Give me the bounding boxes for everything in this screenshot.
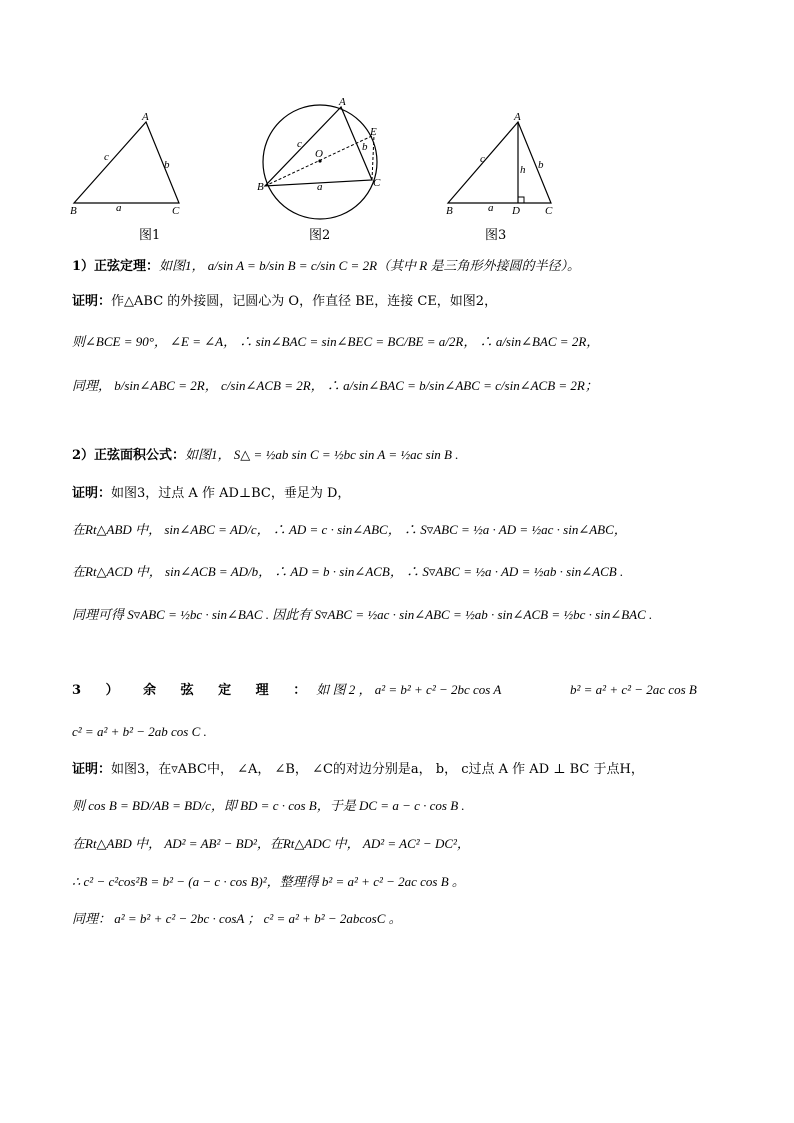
- section-3-heading: 3 ） 余 弦 定 理 ：: [72, 683, 317, 698]
- section-3-statement-line: [72, 681, 501, 700]
- section-1-statement-line: [72, 257, 580, 276]
- section-3-statement-a: 如 图 2 ， a² = b² + c² − 2bc cos A: [316, 682, 502, 697]
- fig2-label-B: B: [257, 181, 264, 193]
- section-2-statement-line: [72, 446, 459, 465]
- section-3-proof-1: [72, 761, 644, 779]
- fig2-label-C: C: [373, 177, 381, 189]
- section-2-proof-1-text: 如图3，过点 A 作 AD⊥BC，垂足为 D，: [111, 486, 351, 501]
- figure-2-circumcircle: [255, 95, 395, 225]
- fig2-label-A: A: [339, 96, 346, 108]
- section-2-proof-label: 证明：: [72, 486, 112, 501]
- section-3-proof-5: 同理： a² = b² + c² − 2bc · cosA ； c² = a² + b² − 2abcosC 。: [72, 911, 402, 926]
- fig1-label-c: c: [104, 151, 109, 163]
- section-2-statement: 如图1， S△ = ½ab sin C = ½bc sin A = ½ac sin B .: [185, 447, 459, 462]
- fig1-label-a: a: [116, 202, 122, 214]
- fig3-label-C: C: [545, 205, 553, 217]
- fig2-label-E: E: [370, 126, 377, 138]
- section-3-proof-4: ∴ c² − c²cos²B = b² − (a − c · cos B)²，整理得 b² = a² + c² − 2ac cos B 。: [72, 874, 465, 889]
- section-3-statement-b: b² = a² + c² − 2ac cos B: [570, 682, 697, 697]
- fig2-label-b: b: [362, 141, 368, 153]
- fig3-label-b: b: [538, 159, 544, 171]
- section-2-proof-2: 在Rt△ABD 中， sin∠ABC = AD/c， ∴ AD = c · sin∠ABC， ∴ S▿ABC = ½a · AD = ½ac · sin∠ABC，: [72, 522, 627, 537]
- fig3-label-a: a: [488, 202, 494, 214]
- section-1-proof-1-text: 作△ABC 的外接圆，记圆心为 O，作直径 BE，连接 CE，如图2，: [111, 294, 498, 309]
- section-3-statement-c: c² = a² + b² − 2ab cos C .: [72, 724, 207, 739]
- section-3-proof-3: 在Rt△ABD 中， AD² = AB² − BD²，在Rt△ADC 中， AD² = AC² − DC²，: [72, 836, 470, 851]
- section-1-statement: 如图1， a/sin A = b/sin B = c/sin C = 2R（其中 R 是三角形外接圆的半径）。: [159, 258, 580, 273]
- fig3-label-c: c: [480, 153, 485, 165]
- fig2-label-c: c: [297, 138, 302, 150]
- section-1-heading: 1）正弦定理：: [72, 259, 160, 274]
- fig1-label-A: A: [142, 111, 149, 123]
- fig3-label-h: h: [520, 164, 526, 176]
- figure-1-triangle: [66, 110, 191, 220]
- fig2-label-O: O: [315, 148, 323, 160]
- fig3-label-A: A: [514, 111, 521, 123]
- section-1-proof-3: 同理， b/sin∠ABC = 2R， c/sin∠ACB = 2R， ∴ a/sin∠BAC = b/sin∠ABC = c/sin∠ACB = 2R；: [72, 378, 598, 393]
- figure-3-caption: 图3: [485, 228, 507, 243]
- section-2-proof-3: 在Rt△ACD 中， sin∠ACB = AD/b， ∴ AD = b · sin∠ACB， ∴ S▿ABC = ½a · AD = ½ab · sin∠ACB .: [72, 564, 624, 579]
- section-3-proof-1-text: 如图3，在▿ABC中， ∠A， ∠B， ∠C的对边分别是a， b， c过点 A 作 AD ⊥ BC 于点H，: [111, 762, 644, 777]
- section-1-proof-1: [72, 293, 497, 311]
- fig1-label-C: C: [172, 205, 180, 217]
- figure-3-altitude-triangle: [440, 110, 560, 220]
- section-3-proof-label: 证明：: [72, 762, 112, 777]
- figure-2-caption: 图2: [309, 228, 331, 243]
- fig3-label-B: B: [446, 205, 453, 217]
- section-2-proof-4: 同理可得 S▿ABC = ½bc · sin∠BAC . 因此有 S▿ABC = ½ac · sin∠ABC = ½ab · sin∠ACB = ½bc · sin∠BAC .: [72, 607, 653, 622]
- section-2-proof-1: [72, 485, 350, 503]
- section-1-proof-label: 证明：: [72, 294, 112, 309]
- section-1-proof-2: 则∠BCE = 90°， ∠E = ∠A， ∴ sin∠BAC = sin∠BEC = BC/BE = a/2R， ∴ a/sin∠BAC = 2R，: [72, 334, 600, 349]
- section-2-heading: 2）正弦面积公式：: [72, 448, 186, 463]
- fig2-label-a: a: [317, 181, 323, 193]
- section-3-proof-2: 则 cos B = BD/AB = BD/c，即 BD = c · cos B，于是 DC = a − c · cos B .: [72, 798, 465, 813]
- fig1-label-b: b: [164, 159, 170, 171]
- fig1-label-B: B: [70, 205, 77, 217]
- figure-1-caption: 图1: [139, 228, 161, 243]
- fig3-label-D: D: [512, 205, 520, 217]
